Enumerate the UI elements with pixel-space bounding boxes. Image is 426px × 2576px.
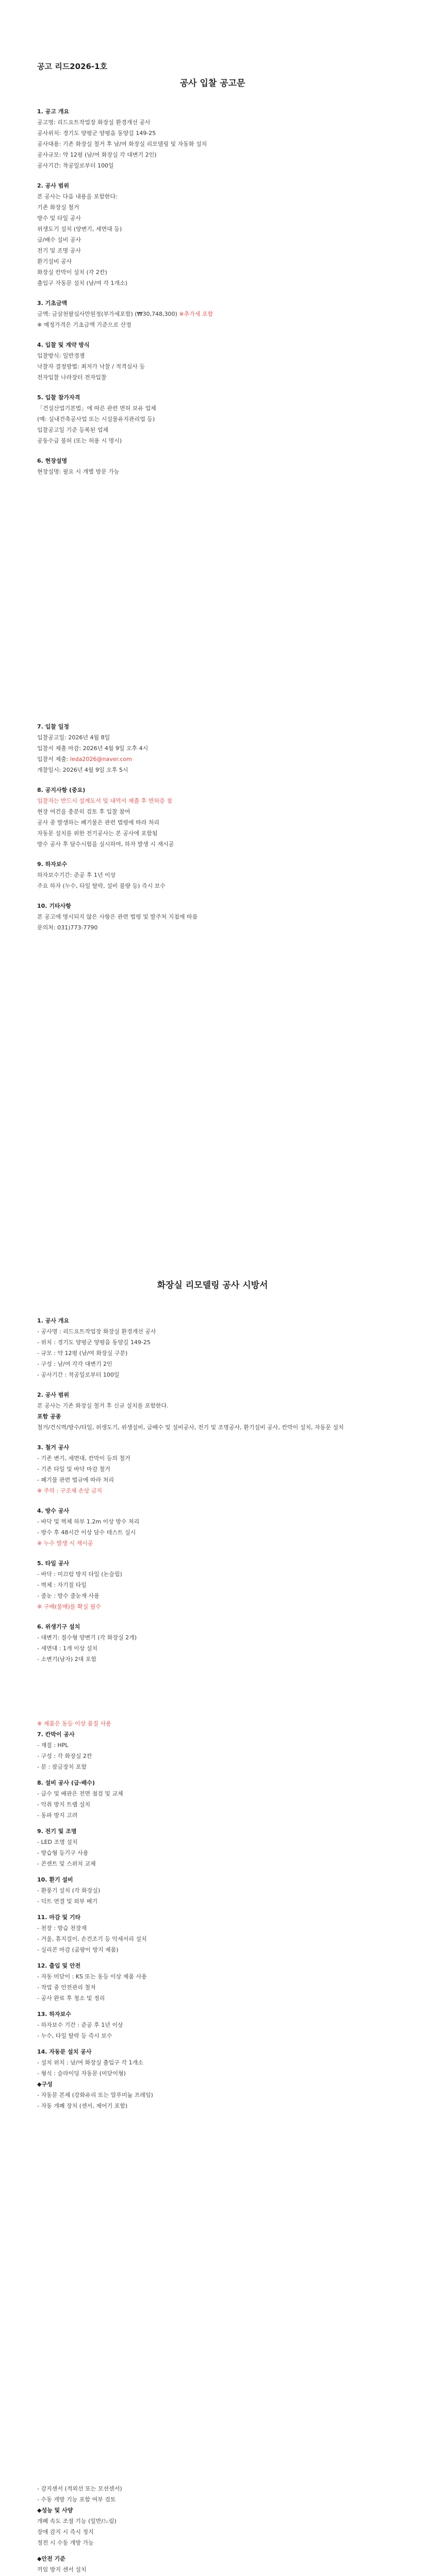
section-heading: 14. 자동문 설치 공사 (37, 2048, 92, 2055)
body-line: - 기존 변기, 세면대, 칸막이 등의 철거 (37, 1455, 130, 1462)
spacer (37, 1955, 388, 1960)
body-line: - 급수 및 배관은 전면 점검 및 교체 (37, 1790, 123, 1797)
body-line: - 누수, 타일 탈락 등 즉시 보수 (37, 2032, 112, 2039)
body-line: 개찰일시: 2026년 4월 9일 오후 5시 (37, 767, 128, 773)
section-heading: 10. 기타사항 (37, 903, 71, 909)
section-heading: 5. 타일 공사 (37, 1560, 69, 1567)
body-line: 본 공사는 다음 내용을 포함한다: (37, 193, 118, 200)
body-line: - 방수 후 48시간 이상 담수 테스트 실시 (37, 1529, 136, 1536)
body-line: - 방습형 등기구 사용 (37, 1850, 89, 1856)
body-line: 주요 하자 (누수, 타일 탈락, 설비 불량 등) 즉시 보수 (37, 883, 166, 889)
section-heading: 6. 현장설명 (37, 457, 68, 464)
spacer (37, 1665, 388, 1678)
body-line: - LED 조명 설치 (37, 1839, 78, 1845)
spacer (37, 289, 388, 298)
body-line: 자동문 설치를 위한 전기공사는 본 공사에 포함됨 (37, 830, 158, 837)
section-heading: 9. 전기 및 조명 (37, 1828, 77, 1835)
body-line: - 벽체 : 자기질 타일 (37, 1582, 87, 1588)
specification-section (37, 1278, 388, 2111)
warning-note: 입찰자는 반드시 설계도서 및 내역서 제출 후 면허증 첨 (37, 798, 172, 804)
section-heading: 2. 공사 범위 (37, 1392, 69, 1398)
section-heading: 7. 칸막이 공사 (37, 1731, 75, 1738)
section-heading: 12. 출입 및 안전 (37, 1962, 81, 1969)
body-line: - 구성 : 각 화장실 2칸 (37, 1753, 92, 1759)
body-line: 공동수급 불허 (또는 허용 시 명시) (37, 437, 122, 444)
spec-title: 화장실 리모델링 공사 시방서 (157, 1280, 268, 1291)
body-line: - 환풍기 설치 (각 화장실) (37, 1887, 101, 1894)
section-heading: 9. 하자보수 (37, 861, 68, 868)
section-heading: 11. 마감 및 기타 (37, 1914, 81, 1921)
body-line: 「건설산업기본법」에 따른 관련 면허 보유 업체 (37, 405, 156, 412)
body-line: - 자동 개폐 장치 (센서, 제어기 포함) (37, 2103, 128, 2109)
section-heading: 6. 위생기구 설치 (37, 1623, 80, 1630)
body-line: 출입구 자동문 설치 (남/여 각 1개소) (37, 280, 127, 286)
section-heading: 4. 입찰 및 계약 방식 (37, 342, 90, 348)
spacer (37, 330, 388, 340)
body-line: 급/배수 설비 공사 (37, 236, 81, 243)
body-line (37, 309, 388, 319)
body-line: 문의처: 031)773-7790 (37, 924, 98, 931)
spacer (37, 775, 388, 785)
bid-notice-section (37, 61, 388, 477)
body-line: - 형식 : 슬라이딩 자동문 (미닫이형) (37, 2070, 126, 2077)
section-heading: 7. 입찰 일정 (37, 723, 69, 730)
spacer (37, 1705, 388, 1718)
body-line: - 자동 미닫이 : KS 또는 동등 이상 제품 사용 (37, 1973, 147, 1980)
document-number: 공고 리드2026-1호 (37, 62, 108, 71)
section-heading: 13. 하자보수 (37, 2011, 71, 2018)
body-line: 끼임 방지 센서 설치 (37, 2566, 87, 2573)
section-heading: 3. 철거 공사 (37, 1444, 69, 1451)
section-heading: 2. 공사 범위 (37, 182, 69, 189)
section-heading: 1. 공사 개요 (37, 1317, 69, 1324)
spacer (37, 1869, 388, 1874)
spec-body-continued (37, 2483, 388, 2576)
body-line: 전기 및 조명 공사 (37, 247, 81, 254)
body-line: - 악취 방지 트랩 설치 (37, 1801, 90, 1808)
body-line: 공사대용: 기존 화장실 철거 후 남/여 화장실 리모델링 및 자동화 설치 (37, 141, 207, 147)
section-heading: 3. 기초금액 (37, 300, 68, 307)
body-line: - 문 : 잠금장치 포함 (37, 1764, 87, 1770)
spacer (37, 1496, 388, 1505)
warning-note: ※ 구배(물매)를 확실 필수 (37, 1603, 101, 1610)
section-heading: 8. 설비 공사 (급·배수) (37, 1780, 95, 1786)
section-heading: 1. 공고 개요 (37, 108, 69, 115)
body-line: 현장설명: 필요 시 개별 방문 가능 (37, 468, 120, 475)
section-heading: 5. 입찰 참가자격 (37, 394, 80, 401)
body-line: - 세면대 : 1개 이상 설치 (37, 1645, 98, 1652)
body-line: - 공사 완료 후 청소 및 정리 (37, 1995, 105, 2002)
body-line: 입찰서 제출 마감: 2026년 4월 9일 오후 4시 (37, 745, 149, 752)
body-line: 장애 감지 시 즉시 정지 (37, 2529, 94, 2535)
body-line: 입찰공고일 기준 등록된 업체 (37, 427, 109, 433)
notice-body-part2 (37, 721, 388, 933)
body-line: - 실리콘 마감 (곰팡이 방지 제품) (37, 1946, 119, 1953)
body-line: - 재질 : HPL (37, 1742, 69, 1749)
body-line: 공고명: 리드요트작업장 화장실 환경개선 공사 (37, 119, 151, 126)
body-line: - 기존 타일 및 바닥 마감 철거 (37, 1466, 110, 1472)
body-line: - 규모 : 약 12평 (남/여 화장실 구분) (37, 1350, 128, 1357)
highlight-text: leda2026@naver.com (70, 756, 132, 762)
warning-note: ※ 제품은 동등 이상 품질 사용 (37, 1720, 111, 1727)
section-heading: ◆구성 (37, 2081, 53, 2088)
body-line: - 천장 : 방습 천장재 (37, 1925, 87, 1931)
line-text: 입찰서 제출: (37, 756, 70, 762)
body-line: - 폐기물 관련 법규에 따라 처리 (37, 1477, 114, 1483)
body-paragraph: 철거/건식벽/방수/타일, 위생도기, 위생설비, 급배수 및 설비공사, 전기 및 조명공사, 환기설비 공사, 칸막이 설치, 자동문 설치 (37, 1424, 344, 1431)
body-line: - 자동문 본체 (강화유리 또는 알루미늄 프레임) (37, 2092, 153, 2098)
body-line: - 공사명 : 리드요트작업장 화장실 환경개선 공사 (37, 1328, 156, 1335)
notice-body-part1 (37, 106, 388, 477)
spacer (37, 2041, 388, 2046)
body-line: 개폐 속도 조절 기능 (일반/느림) (37, 2518, 117, 2524)
section-heading: 포함 공종 (37, 1413, 61, 1420)
line-text: 금액: 금삼천팔십사만원정(부가세포함) (₩30,748,300) (37, 311, 179, 317)
spacer (37, 1772, 388, 1777)
body-line: 공사규모: 약 12평 (남/여 화장실 각 대변기 2인) (37, 151, 157, 158)
body-line: - 소변기(남자) 2대 포함 (37, 1656, 97, 1663)
highlight-text: ※추가세 포함 (179, 311, 214, 317)
body-line: - 공사기간 : 착공일로부터 100일 (37, 1371, 120, 1378)
body-line: - 감지센서 (적외선 또는 모션센서) (37, 2485, 122, 2492)
spacer (37, 1678, 388, 1691)
body-line: 방수 및 타일 공사 (37, 215, 81, 222)
body-line: - 콘센트 및 스위치 교체 (37, 1860, 96, 1867)
body-line: 화장실 칸막이 설치 (각 2칸) (37, 269, 107, 276)
spacer (37, 1433, 388, 1442)
body-line: 환기설비 공사 (37, 258, 72, 265)
body-line: 전자입찰 나라장터 전자입찰 (37, 374, 107, 381)
section-heading: ◆성능 및 사양 (37, 2507, 73, 2514)
spacer (37, 1907, 388, 1912)
body-line: 공사 중 발생하는 폐기물은 관련 법령에 따라 처리 (37, 819, 159, 826)
body-line: 입찰방식: 일반경쟁 (37, 352, 85, 359)
body-line: 기존 화장실 철거 (37, 204, 79, 211)
body-line: 현장 여건을 충분히 검토 후 입찰 참여 (37, 808, 130, 815)
body-line: - 바닥 및 벽체 하부 1.2m 이상 방수 처리 (37, 1518, 140, 1525)
body-line: - 하자보수 기간 : 준공 후 1년 이상 (37, 2022, 123, 2028)
spacer (37, 891, 388, 901)
warning-note: ※ 주의 : 구조체 손상 금지 (37, 1487, 103, 1494)
body-line: - 대변기: 절수형 양변기 (각 화장실 2개) (37, 1634, 137, 1641)
body-line: - 동파 방지 고려 (37, 1812, 78, 1819)
notice-title: 공사 입찰 공고문 (179, 78, 245, 89)
section-heading: ◆안전 기준 (37, 2555, 65, 2562)
body-line: - 바닥 : 미끄럼 방지 타일 (논슬립) (37, 1571, 122, 1578)
spacer (37, 1691, 388, 1705)
body-line: - 수동 개방 기능 포함 여부 검토 (37, 2496, 116, 2503)
body-line: 입찰공고일: 2026년 4월 8일 (37, 734, 110, 741)
specification-section-continued (37, 2483, 388, 2576)
warning-note: ※ 누수 발생 시 재시공 (37, 1540, 93, 1547)
body-line: - 위치 : 경기도 양평군 양평읍 동양길 149-25 (37, 1339, 151, 1346)
section-heading: 4. 방수 공사 (37, 1507, 69, 1514)
body-line: 본 공사는 기존 화장실 철거 후 신규 설치를 포함한다. (37, 1402, 169, 1409)
spec-body (37, 1315, 388, 2111)
spacer (37, 1380, 388, 1389)
spacer (37, 1821, 388, 1826)
body-line: 방수 공사 후 담수시험을 실시하여, 하자 발생 시 재시공 (37, 841, 174, 848)
spacer (37, 850, 388, 859)
spacer (37, 383, 388, 392)
body-line: - 설치 위치 : 남/여 화장실 출입구 각 1개소 (37, 2059, 143, 2066)
body-line: ※ 예정가격은 기초금액 기준으로 산정 (37, 321, 132, 328)
spacer (37, 2004, 388, 2009)
body-line: - 작업 중 안전관리 철저 (37, 1984, 96, 1991)
body-line: - 거울, 휴지걸이, 손건조기 등 악세서리 설치 (37, 1936, 147, 1942)
body-line: 하자보수기간: 준공 후 1년 이상 (37, 872, 116, 878)
body-line: - 줄눈 : 방수 줄눈재 사용 (37, 1592, 100, 1599)
spacer (37, 446, 388, 455)
spacer (37, 2548, 388, 2553)
body-line: 낙찰자 결정방법: 최저가 낙찰 / 적격심사 등 (37, 363, 145, 370)
spacer (37, 171, 388, 180)
section-heading: 10. 환기 설비 (37, 1876, 73, 1883)
body-line: - 구성 : 남/여 각각 대변기 2인 (37, 1361, 112, 1367)
body-line: 정전 시 수동 개방 가능 (37, 2539, 94, 2546)
section-heading: 8. 공지사항 (중요) (37, 787, 86, 793)
spacer (37, 1549, 388, 1558)
spacer (37, 1612, 388, 1621)
body-line: 공사위치: 경기도 양평군 양평읍 동양길 149-25 (37, 130, 156, 137)
body-line: 본 공고에 명시되지 않은 사항은 관련 법령 및 발주처 지침에 따름 (37, 913, 198, 920)
body-line (37, 754, 388, 765)
body-line: 공사기간: 착공일로부터 100일 (37, 162, 114, 169)
body-line: (예: 실내건축공사업 또는 시설물유지관리업 등) (37, 416, 155, 422)
body-line: - 덕트 연결 및 외부 배기 (37, 1898, 98, 1905)
body-line: 위생도기 설치 (양변기, 세면대 등) (37, 226, 122, 232)
bid-notice-section-continued (37, 721, 388, 933)
